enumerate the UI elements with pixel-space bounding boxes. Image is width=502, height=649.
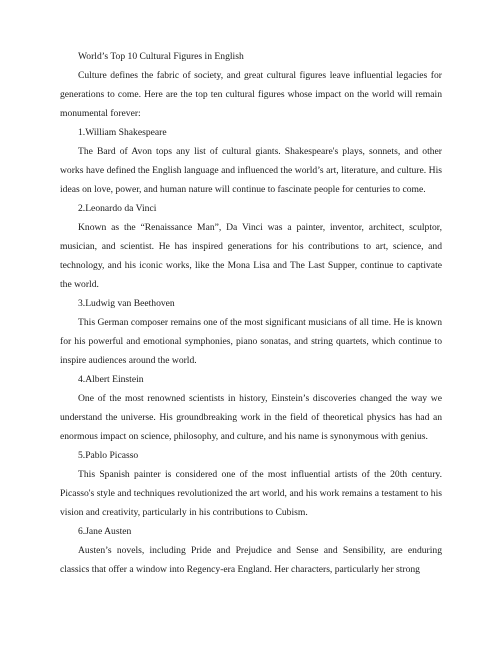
section-body-austen: Austen’s novels, including Pride and Prejudice and Sense and Sensibility, are enduring classics that offer a window into Regency-era England. Her characters, particularly her strong xyxy=(60,545,442,575)
section-heading-austen: 6.Jane Austen xyxy=(78,526,132,537)
section-heading-picasso: 5.Pablo Picasso xyxy=(78,450,139,461)
section-body-beethoven: This German composer remains one of the most significant musicians of all time. He is known for his powerful and emotional symphonies, piano sonatas, and string quartets, which continue to inspire audiences around the world. xyxy=(60,317,442,366)
section-body-einstein: One of the most renowned scientists in history, Einstein’s discoveries changed the way we understand the universe. His groundbreaking work in the field of theoretical physics has had an enormous impact on science, philosophy, and culture, and his name is synonymous with genius. xyxy=(60,393,442,442)
section-heading-beethoven: 3.Ludwig van Beethoven xyxy=(78,298,175,309)
document-title: World’s Top 10 Cultural Figures in English xyxy=(78,51,244,62)
section-body-picasso: This Spanish painter is considered one of the most influential artists of the 20th century. Picasso's style and techniques revolutionized the art world, and his work remains a testament to his vision and creativity, particularly in his contributions to Cubism. xyxy=(60,469,442,518)
section-heading-shakespeare: 1.William Shakespeare xyxy=(78,127,167,138)
section-body-da-vinci: Known as the “Renaissance Man”, Da Vinci was a painter, inventor, architect, sculptor, musician, and scientist. He has inspired generations for his contributions to art, science, and technology, and his iconic works, like the Mona Lisa and The Last Supper, continue to captivate the world. xyxy=(60,222,442,290)
section-heading-einstein: 4.Albert Einstein xyxy=(78,374,144,385)
section-heading-da-vinci: 2.Leonardo da Vinci xyxy=(78,203,157,214)
intro-paragraph: Culture defines the fabric of society, and great cultural figures leave influential legacies for generations to come. Here are the top ten cultural figures whose impact on the world will remain monumental forever: xyxy=(60,70,442,119)
document-page xyxy=(60,47,442,579)
section-body-shakespeare: The Bard of Avon tops any list of cultural giants. Shakespeare's plays, sonnets, and other works have defined the English language and influenced the world’s art, literature, and culture. His ideas on love, power, and human nature will continue to fascinate people for centuries to come. xyxy=(60,146,442,195)
